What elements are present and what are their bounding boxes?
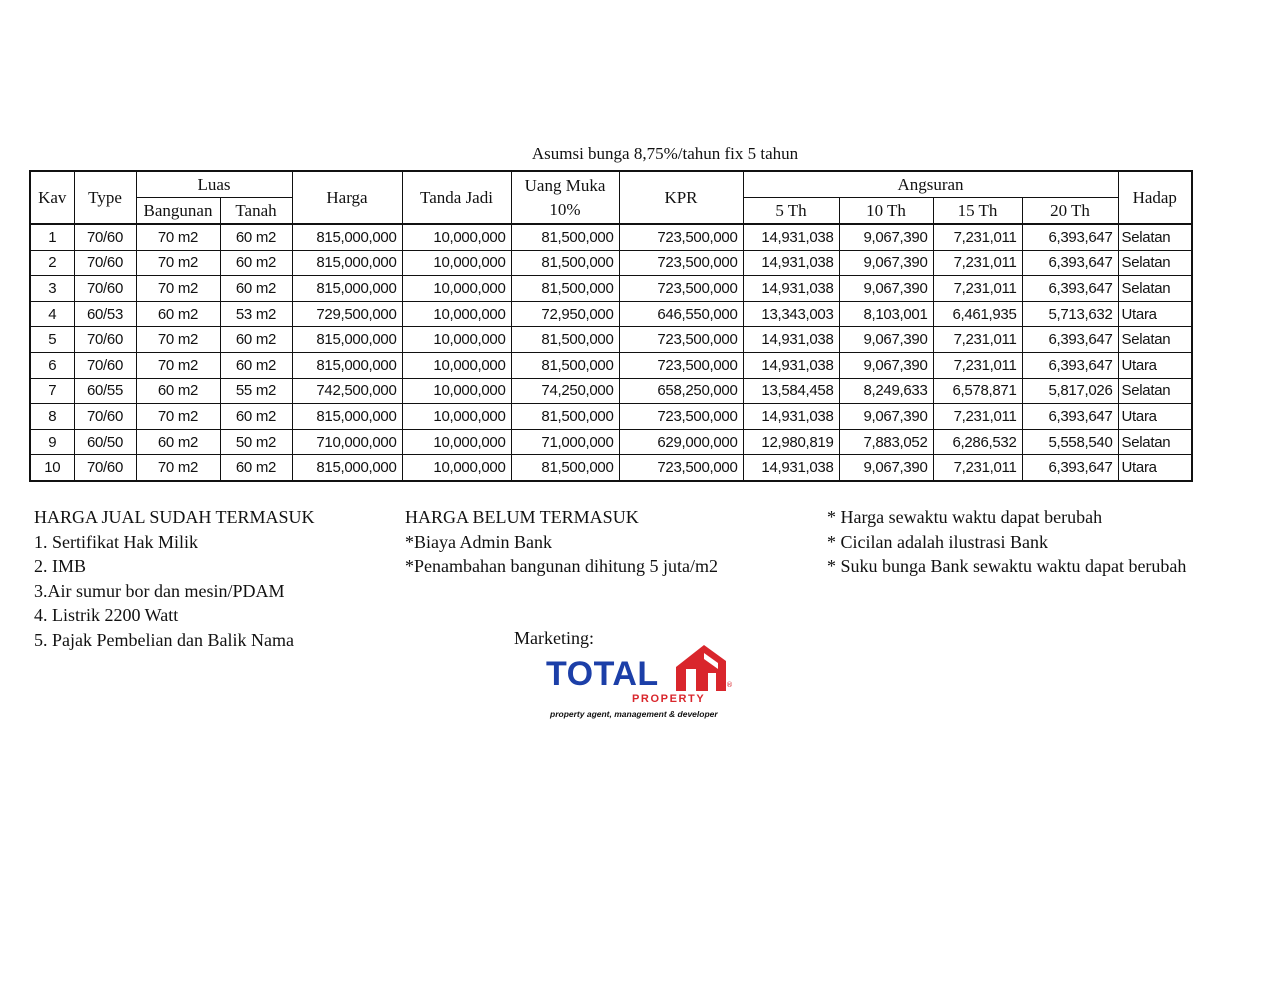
- cell-a10: 9,067,390: [839, 404, 933, 430]
- cell-a5: 13,584,458: [743, 378, 839, 404]
- header-bangunan: Bangunan: [136, 198, 220, 225]
- cell-a5: 14,931,038: [743, 327, 839, 353]
- header-hadap: Hadap: [1118, 171, 1192, 224]
- cell-a20: 6,393,647: [1022, 352, 1118, 378]
- cell-bangunan: 70 m2: [136, 404, 220, 430]
- table-row: [30, 352, 1192, 378]
- cell-tanda-jadi: 10,000,000: [402, 250, 511, 276]
- cell-bangunan: 70 m2: [136, 224, 220, 250]
- cell-tanah: 60 m2: [220, 352, 292, 378]
- cell-a5: 14,931,038: [743, 276, 839, 302]
- cell-a5: 14,931,038: [743, 404, 839, 430]
- included-item: 3.Air sumur bor dan mesin/PDAM: [34, 580, 285, 601]
- header-uang-muka: [511, 171, 619, 224]
- header-10th: 10 Th: [839, 198, 933, 225]
- disclaimer-list: [827, 505, 1186, 579]
- cell-a15: 7,231,011: [933, 352, 1022, 378]
- cell-a20: 6,393,647: [1022, 224, 1118, 250]
- included-title: HARGA JUAL SUDAH TERMASUK: [34, 507, 315, 527]
- cell-hadap: Selatan: [1118, 250, 1192, 276]
- price-table: [29, 170, 1193, 482]
- cell-a20: 5,558,540: [1022, 429, 1118, 455]
- cell-hadap: Utara: [1118, 352, 1192, 378]
- cell-kpr: 723,500,000: [619, 352, 743, 378]
- cell-tanah: 60 m2: [220, 327, 292, 353]
- cell-kav: 2: [30, 250, 74, 276]
- cell-a15: 7,231,011: [933, 455, 1022, 481]
- table-caption: Asumsi bunga 8,75%/tahun fix 5 tahun: [531, 144, 799, 163]
- header-uang-muka-label: Uang Muka: [524, 175, 606, 195]
- cell-type: 60/50: [74, 429, 136, 455]
- included-item: 2. IMB: [34, 556, 87, 576]
- cell-a20: 5,713,632: [1022, 301, 1118, 327]
- cell-uang-muka: 81,500,000: [511, 404, 619, 430]
- table-row: [30, 250, 1192, 276]
- cell-a20: 6,393,647: [1022, 250, 1118, 276]
- cell-a10: 9,067,390: [839, 352, 933, 378]
- cell-a10: 9,067,390: [839, 327, 933, 353]
- cell-kpr: 723,500,000: [619, 250, 743, 276]
- excluded-list: [405, 505, 718, 579]
- excluded-item: *Biaya Admin Bank: [405, 531, 552, 552]
- cell-tanah: 60 m2: [220, 404, 292, 430]
- header-luas: Luas: [136, 171, 292, 198]
- cell-hadap: Selatan: [1118, 224, 1192, 250]
- cell-bangunan: 70 m2: [136, 276, 220, 302]
- cell-tanda-jadi: 10,000,000: [402, 455, 511, 481]
- cell-hadap: Utara: [1118, 455, 1192, 481]
- cell-kpr: 629,000,000: [619, 429, 743, 455]
- cell-uang-muka: 81,500,000: [511, 276, 619, 302]
- cell-tanda-jadi: 10,000,000: [402, 429, 511, 455]
- cell-a15: 7,231,011: [933, 276, 1022, 302]
- cell-harga: 742,500,000: [292, 378, 402, 404]
- cell-hadap: Selatan: [1118, 429, 1192, 455]
- cell-tanah: 60 m2: [220, 250, 292, 276]
- cell-kav: 1: [30, 224, 74, 250]
- cell-bangunan: 70 m2: [136, 352, 220, 378]
- disclaimer-item: * Suku bunga Bank sewaktu waktu dapat berubah: [827, 556, 1187, 576]
- cell-a5: 13,343,003: [743, 301, 839, 327]
- cell-uang-muka: 74,250,000: [511, 378, 619, 404]
- logo-subtitle: PROPERTY: [632, 693, 706, 705]
- cell-tanda-jadi: 10,000,000: [402, 378, 511, 404]
- cell-type: 70/60: [74, 276, 136, 302]
- cell-kpr: 646,550,000: [619, 301, 743, 327]
- cell-tanda-jadi: 10,000,000: [402, 301, 511, 327]
- cell-tanda-jadi: 10,000,000: [402, 327, 511, 353]
- cell-tanah: 55 m2: [220, 378, 292, 404]
- cell-a10: 8,249,633: [839, 378, 933, 404]
- cell-a5: 14,931,038: [743, 455, 839, 481]
- cell-a20: 5,817,026: [1022, 378, 1118, 404]
- included-item: 5. Pajak Pembelian dan Balik Nama: [34, 629, 294, 650]
- cell-uang-muka: 81,500,000: [511, 224, 619, 250]
- cell-uang-muka: 81,500,000: [511, 327, 619, 353]
- cell-kav: 3: [30, 276, 74, 302]
- cell-tanah: 53 m2: [220, 301, 292, 327]
- header-tanah: Tanah: [220, 198, 292, 225]
- cell-a15: 6,286,532: [933, 429, 1022, 455]
- cell-kpr: 723,500,000: [619, 224, 743, 250]
- table-row: [30, 276, 1192, 302]
- cell-a10: 9,067,390: [839, 224, 933, 250]
- cell-uang-muka: 71,000,000: [511, 429, 619, 455]
- header-15th: 15 Th: [933, 198, 1022, 225]
- cell-harga: 815,000,000: [292, 250, 402, 276]
- cell-a5: 12,980,819: [743, 429, 839, 455]
- cell-tanah: 60 m2: [220, 224, 292, 250]
- cell-harga: 815,000,000: [292, 404, 402, 430]
- header-uang-muka-pct: 10%: [549, 199, 581, 219]
- cell-a5: 14,931,038: [743, 352, 839, 378]
- cell-kav: 8: [30, 404, 74, 430]
- table-row: [30, 224, 1192, 250]
- cell-type: 70/60: [74, 250, 136, 276]
- cell-bangunan: 70 m2: [136, 250, 220, 276]
- cell-a10: 7,883,052: [839, 429, 933, 455]
- cell-type: 70/60: [74, 455, 136, 481]
- house-logo-icon: [674, 643, 728, 693]
- cell-harga: 815,000,000: [292, 352, 402, 378]
- cell-a20: 6,393,647: [1022, 276, 1118, 302]
- marketing-label: Marketing:: [514, 628, 594, 648]
- cell-a15: 7,231,011: [933, 250, 1022, 276]
- disclaimer-item: * Harga sewaktu waktu dapat berubah: [827, 507, 1103, 527]
- included-item: 1. Sertifikat Hak Milik: [34, 531, 198, 552]
- cell-tanah: 60 m2: [220, 455, 292, 481]
- table-row: [30, 327, 1192, 353]
- cell-bangunan: 70 m2: [136, 455, 220, 481]
- header-kav: Kav: [30, 171, 74, 224]
- table-row: [30, 429, 1192, 455]
- cell-kav: 7: [30, 378, 74, 404]
- table-row: [30, 378, 1192, 404]
- cell-kpr: 658,250,000: [619, 378, 743, 404]
- cell-uang-muka: 81,500,000: [511, 250, 619, 276]
- cell-kpr: 723,500,000: [619, 327, 743, 353]
- cell-hadap: Selatan: [1118, 327, 1192, 353]
- cell-a10: 9,067,390: [839, 276, 933, 302]
- cell-a5: 14,931,038: [743, 224, 839, 250]
- table-row: [30, 455, 1192, 481]
- cell-uang-muka: 81,500,000: [511, 352, 619, 378]
- cell-type: 70/60: [74, 327, 136, 353]
- cell-tanah: 60 m2: [220, 276, 292, 302]
- cell-a10: 9,067,390: [839, 250, 933, 276]
- included-list: [34, 505, 315, 652]
- cell-type: 70/60: [74, 352, 136, 378]
- registered-mark: ®: [726, 681, 733, 689]
- cell-a20: 6,393,647: [1022, 455, 1118, 481]
- header-type: Type: [74, 171, 136, 224]
- table-body: [30, 224, 1192, 481]
- cell-harga: 710,000,000: [292, 429, 402, 455]
- cell-tanda-jadi: 10,000,000: [402, 224, 511, 250]
- header-harga: Harga: [292, 171, 402, 224]
- table-row: [30, 301, 1192, 327]
- cell-tanah: 50 m2: [220, 429, 292, 455]
- cell-hadap: Selatan: [1118, 276, 1192, 302]
- total-property-logo: [546, 643, 736, 723]
- table-row: [30, 404, 1192, 430]
- cell-harga: 815,000,000: [292, 224, 402, 250]
- cell-harga: 729,500,000: [292, 301, 402, 327]
- cell-a10: 9,067,390: [839, 455, 933, 481]
- cell-type: 70/60: [74, 404, 136, 430]
- cell-kav: 6: [30, 352, 74, 378]
- cell-hadap: Utara: [1118, 404, 1192, 430]
- header-20th: 20 Th: [1022, 198, 1118, 225]
- cell-tanda-jadi: 10,000,000: [402, 404, 511, 430]
- logo-word: TOTAL: [546, 655, 659, 693]
- cell-uang-muka: 81,500,000: [511, 455, 619, 481]
- cell-a15: 7,231,011: [933, 404, 1022, 430]
- cell-a20: 6,393,647: [1022, 327, 1118, 353]
- cell-a5: 14,931,038: [743, 250, 839, 276]
- cell-bangunan: 60 m2: [136, 429, 220, 455]
- included-item: 4. Listrik 2200 Watt: [34, 605, 179, 625]
- cell-a15: 6,461,935: [933, 301, 1022, 327]
- cell-kav: 4: [30, 301, 74, 327]
- cell-a15: 7,231,011: [933, 224, 1022, 250]
- cell-a15: 7,231,011: [933, 327, 1022, 353]
- cell-harga: 815,000,000: [292, 327, 402, 353]
- cell-kpr: 723,500,000: [619, 404, 743, 430]
- cell-a10: 8,103,001: [839, 301, 933, 327]
- cell-tanda-jadi: 10,000,000: [402, 352, 511, 378]
- header-tanda-jadi: Tanda Jadi: [402, 171, 511, 224]
- cell-kav: 5: [30, 327, 74, 353]
- cell-type: 60/55: [74, 378, 136, 404]
- header-angsuran: Angsuran: [743, 171, 1118, 198]
- cell-a15: 6,578,871: [933, 378, 1022, 404]
- disclaimer-item: * Cicilan adalah ilustrasi Bank: [827, 531, 1048, 552]
- cell-tanda-jadi: 10,000,000: [402, 276, 511, 302]
- cell-bangunan: 60 m2: [136, 301, 220, 327]
- cell-uang-muka: 72,950,000: [511, 301, 619, 327]
- excluded-item: *Penambahan bangunan dihitung 5 juta/m2: [405, 556, 718, 576]
- cell-kpr: 723,500,000: [619, 276, 743, 302]
- header-5th: 5 Th: [743, 198, 839, 225]
- cell-hadap: Utara: [1118, 301, 1192, 327]
- cell-kav: 9: [30, 429, 74, 455]
- cell-hadap: Selatan: [1118, 378, 1192, 404]
- cell-bangunan: 70 m2: [136, 327, 220, 353]
- cell-type: 60/53: [74, 301, 136, 327]
- cell-harga: 815,000,000: [292, 455, 402, 481]
- logo-tagline: property agent, management & developer: [550, 709, 718, 719]
- cell-type: 70/60: [74, 224, 136, 250]
- cell-kav: 10: [30, 455, 74, 481]
- cell-bangunan: 60 m2: [136, 378, 220, 404]
- cell-kpr: 723,500,000: [619, 455, 743, 481]
- cell-a20: 6,393,647: [1022, 404, 1118, 430]
- header-kpr: KPR: [619, 171, 743, 224]
- cell-harga: 815,000,000: [292, 276, 402, 302]
- excluded-title: HARGA BELUM TERMASUK: [405, 507, 639, 527]
